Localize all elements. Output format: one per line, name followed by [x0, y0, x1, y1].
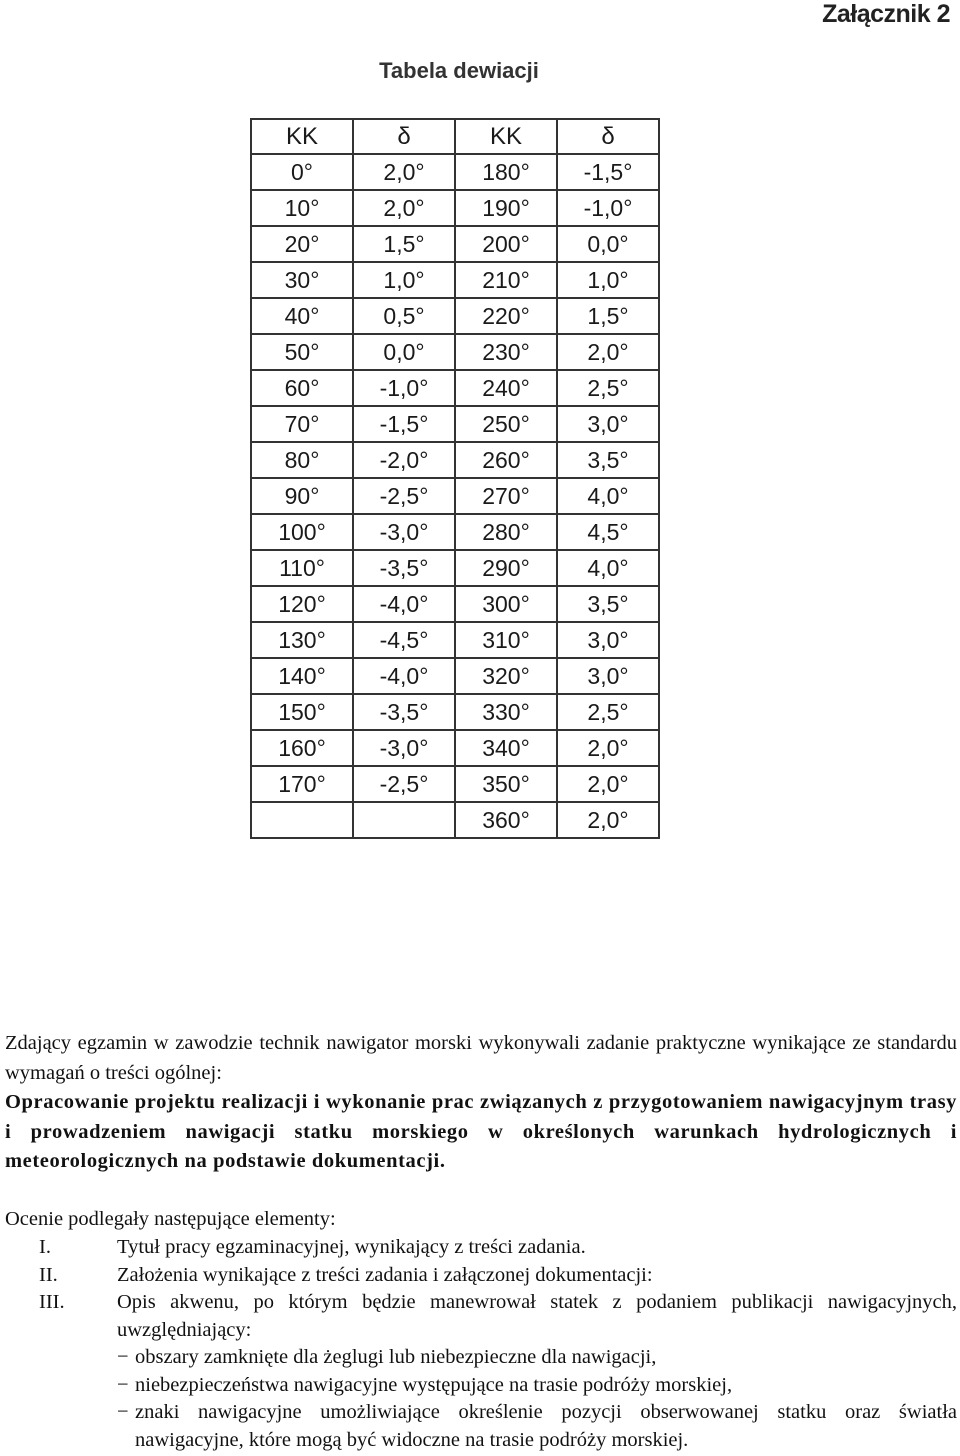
deviation-cell: 1,5°	[557, 298, 659, 334]
deviation-cell	[353, 802, 455, 838]
bullet-text: niebezpieczeństwa nawigacyjne występujące na trasie podróży morskiej,	[135, 1373, 733, 1396]
table-row	[251, 586, 659, 622]
deviation-cell: 4,0°	[557, 478, 659, 514]
course-cell: 60°	[251, 370, 353, 406]
course-cell: 120°	[251, 586, 353, 622]
header-course-1: KK	[251, 119, 353, 154]
table-row	[251, 406, 659, 442]
deviation-cell: 3,0°	[557, 658, 659, 694]
deviation-cell: -4,5°	[353, 622, 455, 658]
deviation-cell: -1,5°	[353, 406, 455, 442]
criteria-intro: Ocenie podlegały następujące elementy:	[5, 1208, 336, 1230]
course-cell: 30°	[251, 262, 353, 298]
course-cell: 170°	[251, 766, 353, 802]
deviation-cell: -3,5°	[353, 550, 455, 586]
bullet-text: znaki nawigacyjne umożliwiające określenie pozycji obserwowanej statku oraz światła nawigacyjne, które mogą być widoczne na trasie podróży morskiej.	[135, 1401, 957, 1451]
deviation-cell: 0,0°	[557, 226, 659, 262]
deviation-cell: -4,0°	[353, 658, 455, 694]
criteria-text: Opis akwenu, po którym będzie manewrował statek z podaniem publikacji nawigacyjnych, uwzględniający:	[117, 1291, 957, 1341]
deviation-cell: 2,0°	[557, 802, 659, 838]
table-row	[251, 190, 659, 226]
table-row	[251, 334, 659, 370]
dash-icon: −	[117, 1373, 129, 1396]
course-cell: 320°	[455, 658, 557, 694]
dash-icon: −	[117, 1346, 129, 1368]
table-row	[251, 802, 659, 838]
course-cell: 190°	[455, 190, 557, 226]
course-cell: 290°	[455, 550, 557, 586]
table-row	[251, 622, 659, 658]
deviation-cell: 1,5°	[353, 226, 455, 262]
course-cell: 270°	[455, 478, 557, 514]
task-text: Opracowanie projektu realizacji i wykonanie prac związanych z przygotowaniem nawigacyjnym trasy i prowadzeniem nawigacji statku morskiego w określonych warunkach hydrologicznych i meteorologicznych na podstawie dokumentacji.	[5, 1091, 957, 1172]
table-title: Tabela dewiacji	[379, 58, 539, 83]
deviation-cell: 2,0°	[557, 766, 659, 802]
table-row	[251, 658, 659, 694]
deviation-cell: 3,0°	[557, 406, 659, 442]
criteria-number: III.	[39, 1291, 65, 1313]
header-deviation-2: δ	[557, 119, 659, 154]
criteria-text: Założenia wynikające z treści zadania i załączonej dokumentacji:	[117, 1263, 653, 1286]
deviation-table	[250, 118, 660, 839]
criteria-item	[5, 1262, 957, 1290]
course-cell: 110°	[251, 550, 353, 586]
course-cell: 200°	[455, 226, 557, 262]
table-row	[251, 154, 659, 190]
table-row	[251, 298, 659, 334]
deviation-cell: 2,0°	[353, 190, 455, 226]
deviation-cell: 1,0°	[557, 262, 659, 298]
table-row	[251, 262, 659, 298]
course-cell	[251, 802, 353, 838]
deviation-cell: 4,0°	[557, 550, 659, 586]
deviation-cell: 0,5°	[353, 298, 455, 334]
course-cell: 20°	[251, 226, 353, 262]
course-cell: 220°	[455, 298, 557, 334]
course-cell: 330°	[455, 694, 557, 730]
course-cell: 240°	[455, 370, 557, 406]
course-cell: 350°	[455, 766, 557, 802]
table-row	[251, 478, 659, 514]
table-row	[251, 370, 659, 406]
deviation-cell: 3,5°	[557, 586, 659, 622]
deviation-cell: 2,5°	[557, 370, 659, 406]
deviation-cell: 0,0°	[353, 334, 455, 370]
bullet-item	[117, 1344, 957, 1372]
course-cell: 180°	[455, 154, 557, 190]
course-cell: 310°	[455, 622, 557, 658]
deviation-cell: 4,5°	[557, 514, 659, 550]
course-cell: 230°	[455, 334, 557, 370]
course-cell: 130°	[251, 622, 353, 658]
header-deviation-1: δ	[353, 119, 455, 154]
criteria-item	[5, 1234, 957, 1262]
deviation-cell: -2,5°	[353, 766, 455, 802]
criteria-number: II.	[39, 1263, 58, 1286]
deviation-cell: 2,5°	[557, 694, 659, 730]
bullet-list	[5, 1344, 957, 1454]
course-cell: 300°	[455, 586, 557, 622]
course-cell: 160°	[251, 730, 353, 766]
deviation-cell: -1,0°	[353, 370, 455, 406]
table-row	[251, 514, 659, 550]
course-cell: 50°	[251, 334, 353, 370]
deviation-cell: -2,5°	[353, 478, 455, 514]
course-cell: 100°	[251, 514, 353, 550]
criteria-text: Tytuł pracy egzaminacyjnej, wynikający z treści zadania.	[117, 1236, 586, 1258]
course-cell: 210°	[455, 262, 557, 298]
table-row	[251, 694, 659, 730]
deviation-cell: -1,5°	[557, 154, 659, 190]
course-cell: 250°	[455, 406, 557, 442]
criteria-item	[5, 1289, 957, 1344]
dash-icon: −	[117, 1401, 129, 1423]
deviation-cell: -1,0°	[557, 190, 659, 226]
bullet-item	[117, 1372, 957, 1400]
table-body	[251, 154, 659, 838]
course-cell: 360°	[455, 802, 557, 838]
deviation-cell: 2,0°	[557, 334, 659, 370]
deviation-cell: -3,5°	[353, 694, 455, 730]
criteria-number: I.	[39, 1236, 51, 1258]
header-course-2: KK	[455, 119, 557, 154]
attachment-label: Załącznik 2	[822, 0, 950, 28]
intro-paragraph	[5, 1029, 957, 1177]
deviation-cell: -3,0°	[353, 514, 455, 550]
course-cell: 80°	[251, 442, 353, 478]
course-cell: 0°	[251, 154, 353, 190]
table-row	[251, 226, 659, 262]
bullet-item	[117, 1399, 957, 1454]
course-cell: 10°	[251, 190, 353, 226]
table-header-row	[251, 119, 659, 154]
course-cell: 40°	[251, 298, 353, 334]
course-cell: 140°	[251, 658, 353, 694]
course-cell: 260°	[455, 442, 557, 478]
table-row	[251, 730, 659, 766]
course-cell: 280°	[455, 514, 557, 550]
deviation-cell: 2,0°	[557, 730, 659, 766]
table-row	[251, 550, 659, 586]
intro-text: Zdający egzamin w zawodzie technik nawigator morski wykonywali zadanie praktyczne wynikające ze standardu wymagań o treści ogólnej:	[5, 1032, 957, 1084]
deviation-cell: -4,0°	[353, 586, 455, 622]
deviation-cell: 3,0°	[557, 622, 659, 658]
deviation-cell: 1,0°	[353, 262, 455, 298]
table-row	[251, 442, 659, 478]
table-row	[251, 766, 659, 802]
course-cell: 150°	[251, 694, 353, 730]
course-cell: 70°	[251, 406, 353, 442]
criteria-list	[5, 1234, 957, 1454]
deviation-cell: -2,0°	[353, 442, 455, 478]
bullet-text: obszary zamknięte dla żeglugi lub niebezpieczne dla nawigacji,	[135, 1346, 657, 1368]
deviation-cell: 3,5°	[557, 442, 659, 478]
course-cell: 90°	[251, 478, 353, 514]
deviation-cell: 2,0°	[353, 154, 455, 190]
course-cell: 340°	[455, 730, 557, 766]
deviation-cell: -3,0°	[353, 730, 455, 766]
